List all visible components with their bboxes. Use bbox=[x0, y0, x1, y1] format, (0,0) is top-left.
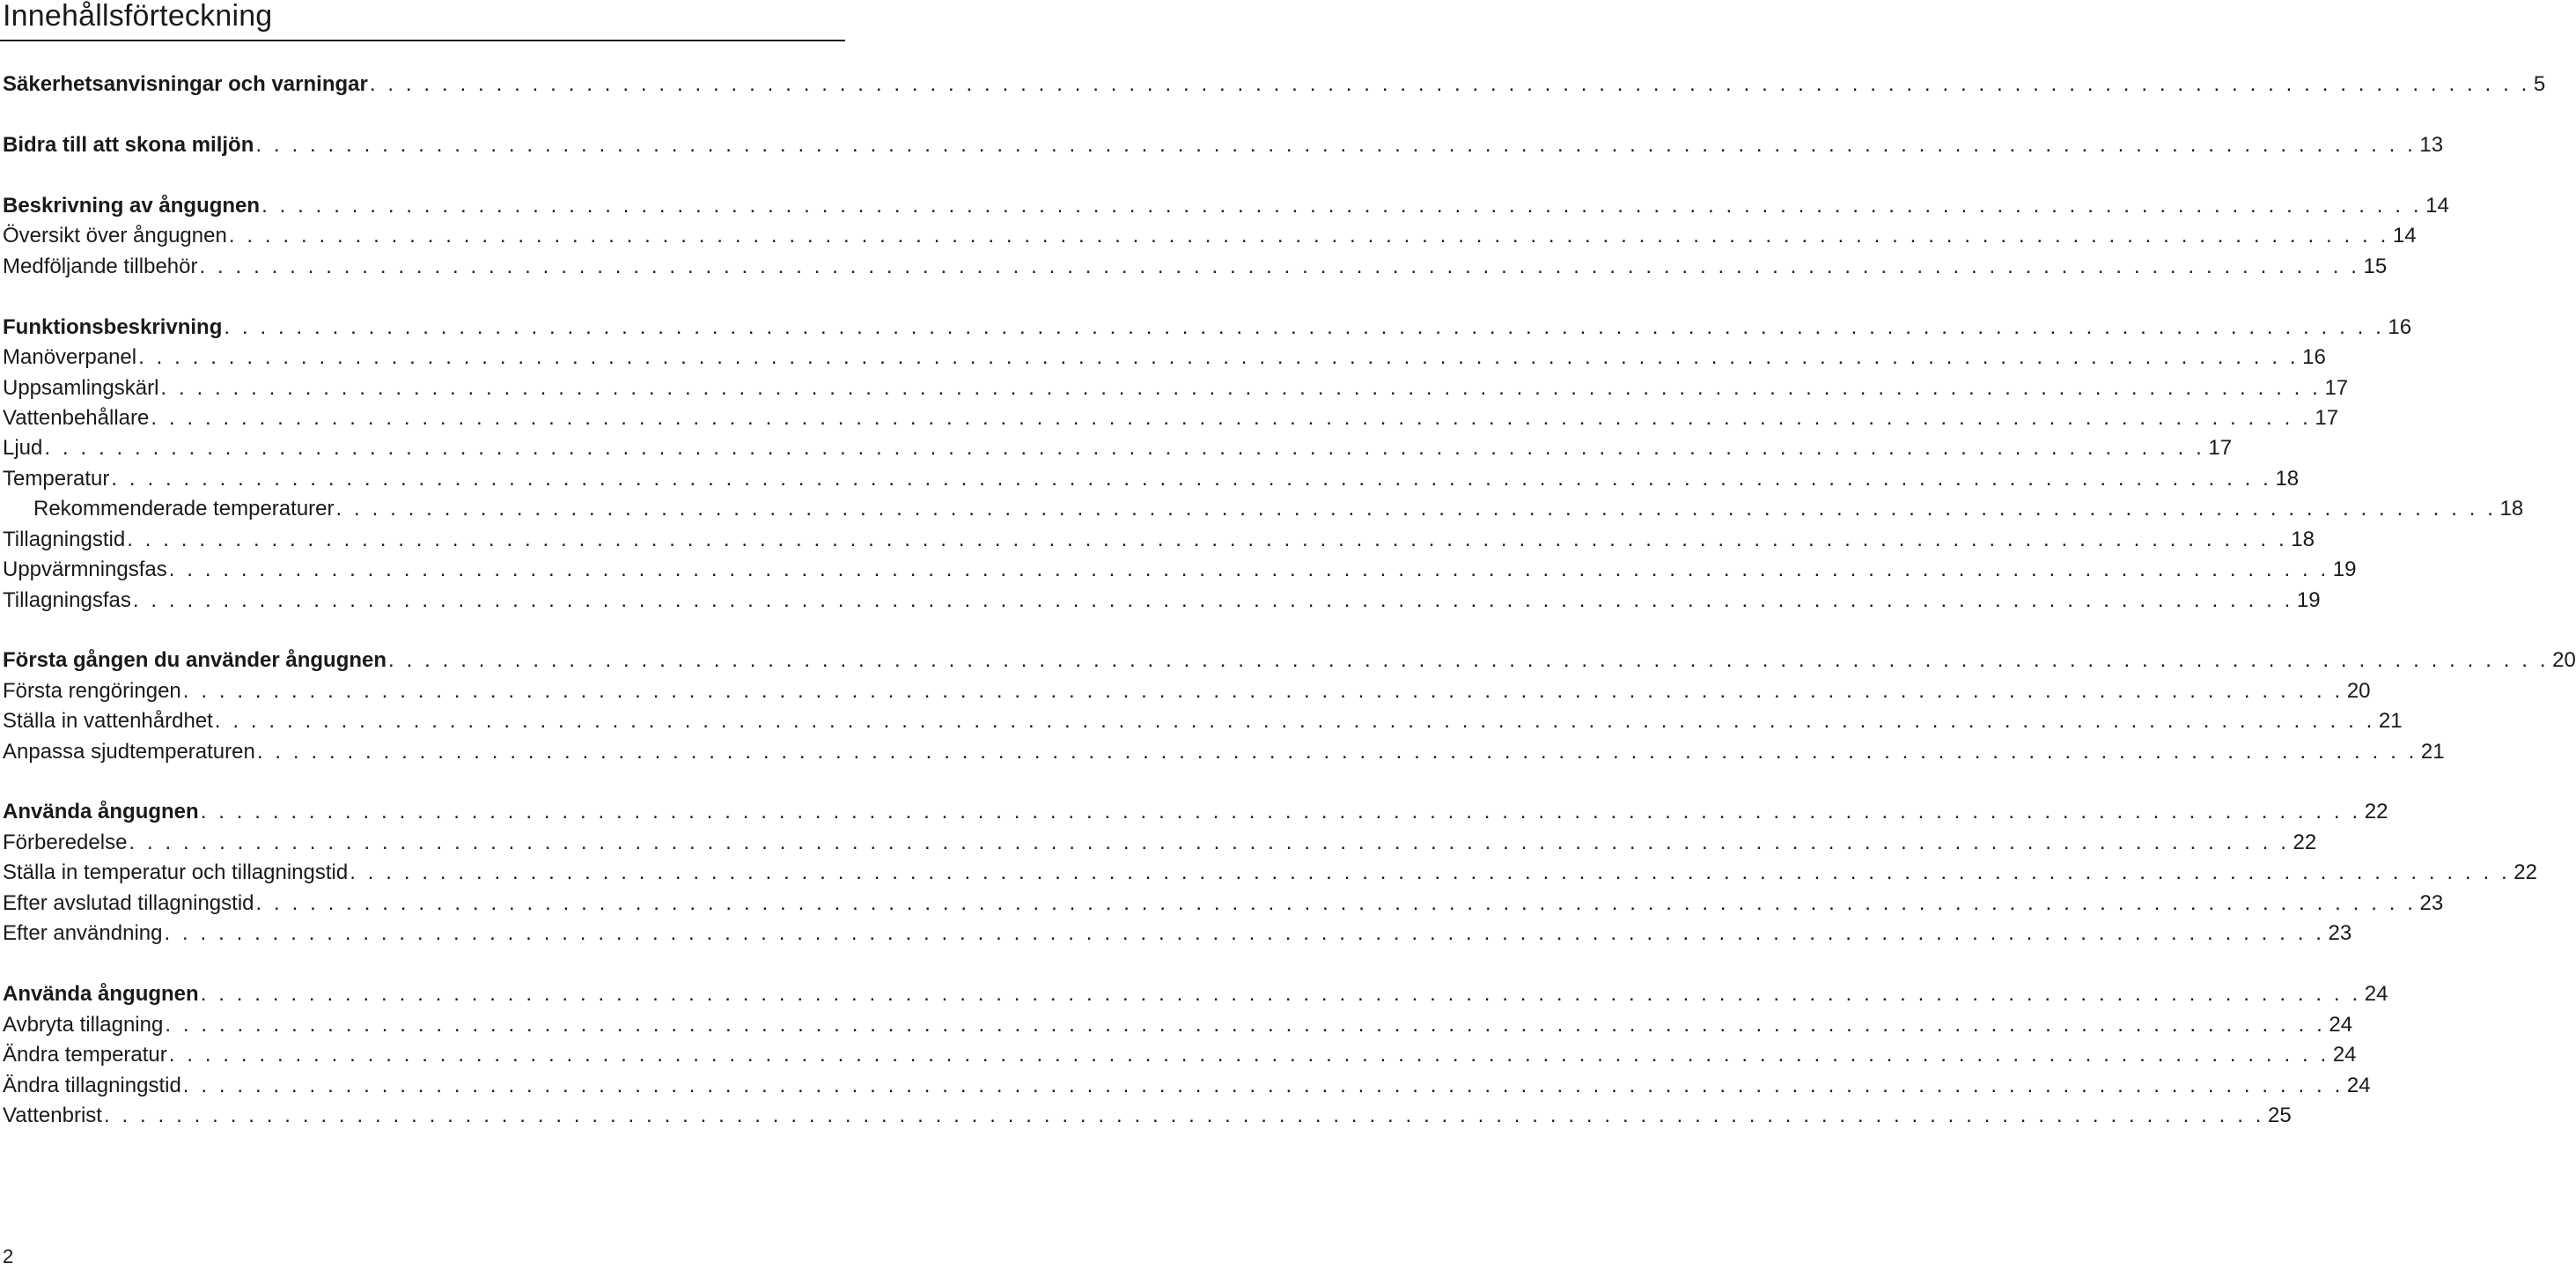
toc-entry-page-number: 24 bbox=[2332, 1043, 2357, 1067]
toc-entry-page-number: 22 bbox=[2293, 831, 2317, 854]
dot-leader: . . . . . . . . . . . . . . . . . . . . . . . . . . . . . . . . . . . . . . . . . . . . . . . . . . . . . . . . . . . . . . . . . . . . . . . . . . . . . . . . . . . . . . . . . . . . . . . . . . . . . . . . . . . . . . . . . . . . . . . . bbox=[182, 679, 2344, 703]
toc-entry-label: Avbryta tillagning bbox=[3, 1013, 164, 1037]
toc-entry-label: Översikt över ångugnen bbox=[3, 224, 227, 247]
dot-leader: . . . . . . . . . . . . . . . . . . . . . . . . . . . . . . . . . . . . . . . . . . . . . . . . . . . . . . . . . . . . . . . . . . . . . . . . . . . . . . . . . . . . . . . . . . . . . . . . . . . . . . . . . . . . . . . . . . . . . . . . bbox=[138, 345, 2300, 369]
toc-entry-page-number: 17 bbox=[2208, 436, 2233, 460]
toc-entry[interactable] bbox=[0, 525, 2315, 555]
dot-leader: . . . . . . . . . . . . . . . . . . . . . . . . . . . . . . . . . . . . . . . . . . . . . . . . . . . . . . . . . . . . . . . . . . . . . . . . . . . . . . . . . . . . . . . . . . . . . . . . . . . . . . . . . . . . . . . . . . . . . . . . bbox=[200, 800, 2361, 823]
toc-entry-label: Ljud bbox=[3, 436, 43, 460]
toc-entry[interactable] bbox=[0, 130, 2444, 160]
toc-entry-label: Förberedelse bbox=[3, 831, 128, 854]
toc-entry-label: Tillagningstid bbox=[3, 528, 126, 551]
toc-entry-page-number: 20 bbox=[2346, 679, 2371, 703]
toc-entry-page-number: 21 bbox=[2420, 740, 2445, 764]
toc-entry-page-number: 17 bbox=[2324, 376, 2349, 400]
toc-entry-page-number: 16 bbox=[2388, 315, 2412, 339]
toc-entry-label: Första gången du använder ångugnen bbox=[3, 648, 387, 672]
toc-entry-page-number: 24 bbox=[2346, 1074, 2371, 1097]
toc-entry[interactable] bbox=[0, 797, 2388, 827]
dot-leader: . . . . . . . . . . . . . . . . . . . . . . . . . . . . . . . . . . . . . . . . . . . . . . . . . . . . . . . . . . . . . . . . . . . . . . . . . . . . . . . . . . . . . . . . . . . . . . . . . . . . . . . . . . . . . . . . . . . . . . . . bbox=[127, 528, 2288, 551]
toc-entry-page-number: 14 bbox=[2392, 224, 2417, 247]
toc-entry[interactable] bbox=[0, 979, 2388, 1009]
toc-entry-label: Efter användning bbox=[3, 921, 163, 945]
toc-entry-page-number: 15 bbox=[2363, 255, 2388, 278]
dot-leader: . . . . . . . . . . . . . . . . . . . . . . . . . . . . . . . . . . . . . . . . . . . . . . . . . . . . . . . . . . . . . . . . . . . . . . . . . . . . . . . . . . . . . . . . . . . . . . . . . . . . . . . . . . . . . . . . . . . . . . . . bbox=[199, 255, 2360, 278]
dot-leader: . . . . . . . . . . . . . . . . . . . . . . . . . . . . . . . . . . . . . . . . . . . . . . . . . . . . . . . . . . . . . . . . . . . . . . . . . . . . . . . . . . . . . . . . . . . . . . . . . . . . . . . . . . . . . . . . . . . . . . . . bbox=[151, 406, 2312, 430]
toc-entry[interactable] bbox=[0, 433, 2233, 463]
toc-entry-label: Manöverpanel bbox=[3, 345, 137, 369]
toc-entry-page-number: 14 bbox=[2425, 194, 2449, 218]
toc-entry[interactable] bbox=[0, 828, 2317, 858]
toc-entry-page-number: 18 bbox=[2291, 528, 2315, 551]
dot-leader: . . . . . . . . . . . . . . . . . . . . . . . . . . . . . . . . . . . . . . . . . . . . . . . . . . . . . . . . . . . . . . . . . . . . . . . . . . . . . . . . . . . . . . . . . . . . . . . . . . . . . . . . . . . . . . . . . . . . . . . . bbox=[160, 376, 2322, 400]
dot-leader: . . . . . . . . . . . . . . . . . . . . . . . . . . . . . . . . . . . . . . . . . . . . . . . . . . . . . . . . . . . . . . . . . . . . . . . . . . . . . . . . . . . . . . . . . . . . . . . . . . . . . . . . . . . . . . . . . . . . . . . . bbox=[168, 1043, 2329, 1067]
dot-leader: . . . . . . . . . . . . . . . . . . . . . . . . . . . . . . . . . . . . . . . . . . . . . . . . . . . . . . . . . . . . . . . . . . . . . . . . . . . . . . . . . . . . . . . . . . . . . . . . . . . . . . . . . . . . . . . . . . . . . . . . bbox=[224, 315, 2385, 339]
toc-entry[interactable] bbox=[0, 221, 2417, 251]
toc-entry-label: Uppvärmningsfas bbox=[3, 557, 167, 581]
toc-entry-label: Använda ångugnen bbox=[3, 800, 199, 823]
toc-entry-page-number: 19 bbox=[2332, 557, 2357, 581]
dot-leader: . . . . . . . . . . . . . . . . . . . . . . . . . . . . . . . . . . . . . . . . . . . . . . . . . . . . . . . . . . . . . . . . . . . . . . . . . . . . . . . . . . . . . . . . . . . . . . . . . . . . . . . . . . . . . . . . . . . . . . . . bbox=[182, 1074, 2344, 1097]
toc-entry[interactable] bbox=[0, 464, 2300, 494]
toc-entry[interactable] bbox=[0, 889, 2444, 919]
toc-entry-page-number: 23 bbox=[2419, 891, 2444, 915]
toc-entry-label: Bidra till att skona miljön bbox=[3, 133, 254, 157]
toc-entry-label: Rekommenderade temperaturer bbox=[33, 497, 335, 521]
dot-leader: . . . . . . . . . . . . . . . . . . . . . . . . . . . . . . . . . . . . . . . . . . . . . . . . . . . . . . . . . . . . . . . . . . . . . . . . . . . . . . . . . . . . . . . . . . . . . . . . . . . . . . . . . . . . . . . . . . . . . . . . bbox=[388, 648, 2550, 672]
dot-leader: . . . . . . . . . . . . . . . . . . . . . . . . . . . . . . . . . . . . . . . . . . . . . . . . . . . . . . . . . . . . . . . . . . . . . . . . . . . . . . . . . . . . . . . . . . . . . . . . . . . . . . . . . . . . . . . . . . . . . . . . bbox=[164, 921, 2325, 945]
toc-entry-label: Säkerhetsanvisningar och varningar bbox=[3, 72, 368, 96]
toc-entry[interactable] bbox=[0, 737, 2445, 767]
toc-entry-label: Uppsamlingskärl bbox=[3, 376, 159, 400]
toc-entry-page-number: 18 bbox=[2499, 497, 2524, 521]
toc-entry-label: Vattenbehållare bbox=[3, 406, 150, 430]
toc-entry-label: Efter avslutad tillagningstid bbox=[3, 891, 254, 915]
toc-entry-label: Anpassa sjudtemperaturen bbox=[3, 740, 255, 764]
dot-leader: . . . . . . . . . . . . . . . . . . . . . . . . . . . . . . . . . . . . . . . . . . . . . . . . . . . . . . . . . . . . . . . . . . . . . . . . . . . . . . . . . . . . . . . . . . . . . . . . . . . . . . . . . . . . . . . . . . . . . . . . bbox=[255, 891, 2417, 915]
toc-entry-page-number: 24 bbox=[2364, 982, 2388, 1006]
toc-entry-page-number: 23 bbox=[2328, 921, 2352, 945]
toc-entry[interactable] bbox=[0, 191, 2449, 221]
toc-entry[interactable] bbox=[0, 313, 2412, 343]
toc-entry[interactable] bbox=[0, 1101, 2292, 1131]
toc-entry[interactable] bbox=[0, 494, 2524, 524]
toc-entry-page-number: 25 bbox=[2268, 1104, 2292, 1127]
toc-entry-label: Ställa in vattenhårdhet bbox=[3, 709, 213, 733]
toc-entry[interactable] bbox=[0, 403, 2339, 433]
toc-entry-label: Ställa in temperatur och tillagningstid bbox=[3, 860, 349, 884]
toc-entry[interactable] bbox=[0, 373, 2349, 403]
toc-entry[interactable] bbox=[0, 252, 2388, 282]
page-title: Innehållsförteckning bbox=[3, 0, 273, 33]
dot-leader: . . . . . . . . . . . . . . . . . . . . . . . . . . . . . . . . . . . . . . . . . . . . . . . . . . . . . . . . . . . . . . . . . . . . . . . . . . . . . . . . . . . . . . . . . . . . . . . . . . . . . . . . . . . . . . . . . . . . . . . . bbox=[369, 72, 2530, 96]
toc-entry-label: Första rengöringen bbox=[3, 679, 181, 703]
toc-entry-page-number: 5 bbox=[2533, 72, 2546, 96]
toc-entry-label: Beskrivning av ångugnen bbox=[3, 194, 261, 218]
dot-leader: . . . . . . . . . . . . . . . . . . . . . . . . . . . . . . . . . . . . . . . . . . . . . . . . . . . . . . . . . . . . . . . . . . . . . . . . . . . . . . . . . . . . . . . . . . . . . . . . . . . . . . . . . . . . . . . . . . . . . . . . bbox=[256, 740, 2418, 764]
toc-entry-page-number: 19 bbox=[2296, 588, 2321, 612]
toc-entry[interactable] bbox=[0, 706, 2403, 736]
toc-entry-label: Medföljande tillbehör bbox=[3, 255, 198, 278]
dot-leader: . . . . . . . . . . . . . . . . . . . . . . . . . . . . . . . . . . . . . . . . . . . . . . . . . . . . . . . . . . . . . . . . . . . . . . . . . . . . . . . . . . . . . . . . . . . . . . . . . . . . . . . . . . . . . . . . . . . . . . . . bbox=[168, 557, 2329, 581]
toc-entry[interactable] bbox=[0, 1010, 2353, 1040]
toc-entry-label: Temperatur bbox=[3, 467, 110, 491]
toc-entry-label: Ändra temperatur bbox=[3, 1043, 167, 1067]
title-divider bbox=[0, 40, 845, 41]
dot-leader: . . . . . . . . . . . . . . . . . . . . . . . . . . . . . . . . . . . . . . . . . . . . . . . . . . . . . . . . . . . . . . . . . . . . . . . . . . . . . . . . . . . . . . . . . . . . . . . . . . . . . . . . . . . . . . . . . . . . . . . . bbox=[261, 194, 2423, 218]
toc-entry-page-number: 17 bbox=[2315, 406, 2339, 430]
toc-entry-page-number: 18 bbox=[2275, 467, 2300, 491]
dot-leader: . . . . . . . . . . . . . . . . . . . . . . . . . . . . . . . . . . . . . . . . . . . . . . . . . . . . . . . . . . . . . . . . . . . . . . . . . . . . . . . . . . . . . . . . . . . . . . . . . . . . . . . . . . . . . . . . . . . . . . . . bbox=[44, 436, 2205, 460]
toc-entry-label: Vattenbrist bbox=[3, 1104, 102, 1127]
toc-entry[interactable] bbox=[0, 586, 2321, 616]
toc-entry[interactable] bbox=[0, 1040, 2357, 1070]
dot-leader: . . . . . . . . . . . . . . . . . . . . . . . . . . . . . . . . . . . . . . . . . . . . . . . . . . . . . . . . . . . . . . . . . . . . . . . . . . . . . . . . . . . . . . . . . . . . . . . . . . . . . . . . . . . . . . . . . . . . . . . . bbox=[214, 709, 2375, 733]
toc-entry-page-number: 20 bbox=[2552, 648, 2576, 672]
toc-entry-label: Funktionsbeskrivning bbox=[3, 315, 223, 339]
toc-entry-label: Tillagningsfas bbox=[3, 588, 131, 612]
toc-entry[interactable] bbox=[0, 646, 2576, 676]
dot-leader: . . . . . . . . . . . . . . . . . . . . . . . . . . . . . . . . . . . . . . . . . . . . . . . . . . . . . . . . . . . . . . . . . . . . . . . . . . . . . . . . . . . . . . . . . . . . . . . . . . . . . . . . . . . . . . . . . . . . . . . . bbox=[111, 467, 2272, 491]
toc-entry-label: Använda ångugnen bbox=[3, 982, 199, 1006]
dot-leader: . . . . . . . . . . . . . . . . . . . . . . . . . . . . . . . . . . . . . . . . . . . . . . . . . . . . . . . . . . . . . . . . . . . . . . . . . . . . . . . . . . . . . . . . . . . . . . . . . . . . . . . . . . . . . . . . . . . . . . . . bbox=[129, 831, 2290, 854]
toc-entry[interactable] bbox=[0, 1071, 2371, 1101]
toc-entry-page-number: 16 bbox=[2302, 345, 2326, 369]
dot-leader: . . . . . . . . . . . . . . . . . . . . . . . . . . . . . . . . . . . . . . . . . . . . . . . . . . . . . . . . . . . . . . . . . . . . . . . . . . . . . . . . . . . . . . . . . . . . . . . . . . . . . . . . . . . . . . . . . . . . . . . . bbox=[132, 588, 2293, 612]
dot-leader: . . . . . . . . . . . . . . . . . . . . . . . . . . . . . . . . . . . . . . . . . . . . . . . . . . . . . . . . . . . . . . . . . . . . . . . . . . . . . . . . . . . . . . . . . . . . . . . . . . . . . . . . . . . . . . . . . . . . . . . . bbox=[165, 1013, 2326, 1037]
toc-entry[interactable] bbox=[0, 70, 2546, 100]
toc-entry[interactable] bbox=[0, 555, 2357, 585]
toc-entry[interactable] bbox=[0, 919, 2352, 949]
toc-entry-page-number: 22 bbox=[2513, 860, 2537, 884]
toc-entry[interactable] bbox=[0, 343, 2326, 373]
toc-entry[interactable] bbox=[0, 676, 2371, 706]
dot-leader: . . . . . . . . . . . . . . . . . . . . . . . . . . . . . . . . . . . . . . . . . . . . . . . . . . . . . . . . . . . . . . . . . . . . . . . . . . . . . . . . . . . . . . . . . . . . . . . . . . . . . . . . . . . . . . . . . . . . . . . . bbox=[228, 224, 2389, 247]
dot-leader: . . . . . . . . . . . . . . . . . . . . . . . . . . . . . . . . . . . . . . . . . . . . . . . . . . . . . . . . . . . . . . . . . . . . . . . . . . . . . . . . . . . . . . . . . . . . . . . . . . . . . . . . . . . . . . . . . . . . . . . . bbox=[350, 860, 2511, 884]
toc-entry-label: Ändra tillagningstid bbox=[3, 1074, 181, 1097]
dot-leader: . . . . . . . . . . . . . . . . . . . . . . . . . . . . . . . . . . . . . . . . . . . . . . . . . . . . . . . . . . . . . . . . . . . . . . . . . . . . . . . . . . . . . . . . . . . . . . . . . . . . . . . . . . . . . . . . . . . . . . . . bbox=[103, 1104, 2264, 1127]
dot-leader: . . . . . . . . . . . . . . . . . . . . . . . . . . . . . . . . . . . . . . . . . . . . . . . . . . . . . . . . . . . . . . . . . . . . . . . . . . . . . . . . . . . . . . . . . . . . . . . . . . . . . . . . . . . . . . . . . . . . . . . . bbox=[200, 982, 2361, 1006]
toc-entry[interactable] bbox=[0, 858, 2537, 888]
toc-entry-page-number: 21 bbox=[2378, 709, 2403, 733]
toc-entry-page-number: 22 bbox=[2364, 800, 2388, 823]
toc-entry-page-number: 13 bbox=[2419, 133, 2444, 157]
page-number: 2 bbox=[3, 1245, 14, 1267]
toc-entry-page-number: 24 bbox=[2329, 1013, 2353, 1037]
dot-leader: . . . . . . . . . . . . . . . . . . . . . . . . . . . . . . . . . . . . . . . . . . . . . . . . . . . . . . . . . . . . . . . . . . . . . . . . . . . . . . . . . . . . . . . . . . . . . . . . . . . . . . . . . . . . . . . . . . . . . . . . bbox=[255, 133, 2417, 157]
dot-leader: . . . . . . . . . . . . . . . . . . . . . . . . . . . . . . . . . . . . . . . . . . . . . . . . . . . . . . . . . . . . . . . . . . . . . . . . . . . . . . . . . . . . . . . . . . . . . . . . . . . . . . . . . . . . . . . . . . . . . . . . bbox=[335, 497, 2497, 521]
